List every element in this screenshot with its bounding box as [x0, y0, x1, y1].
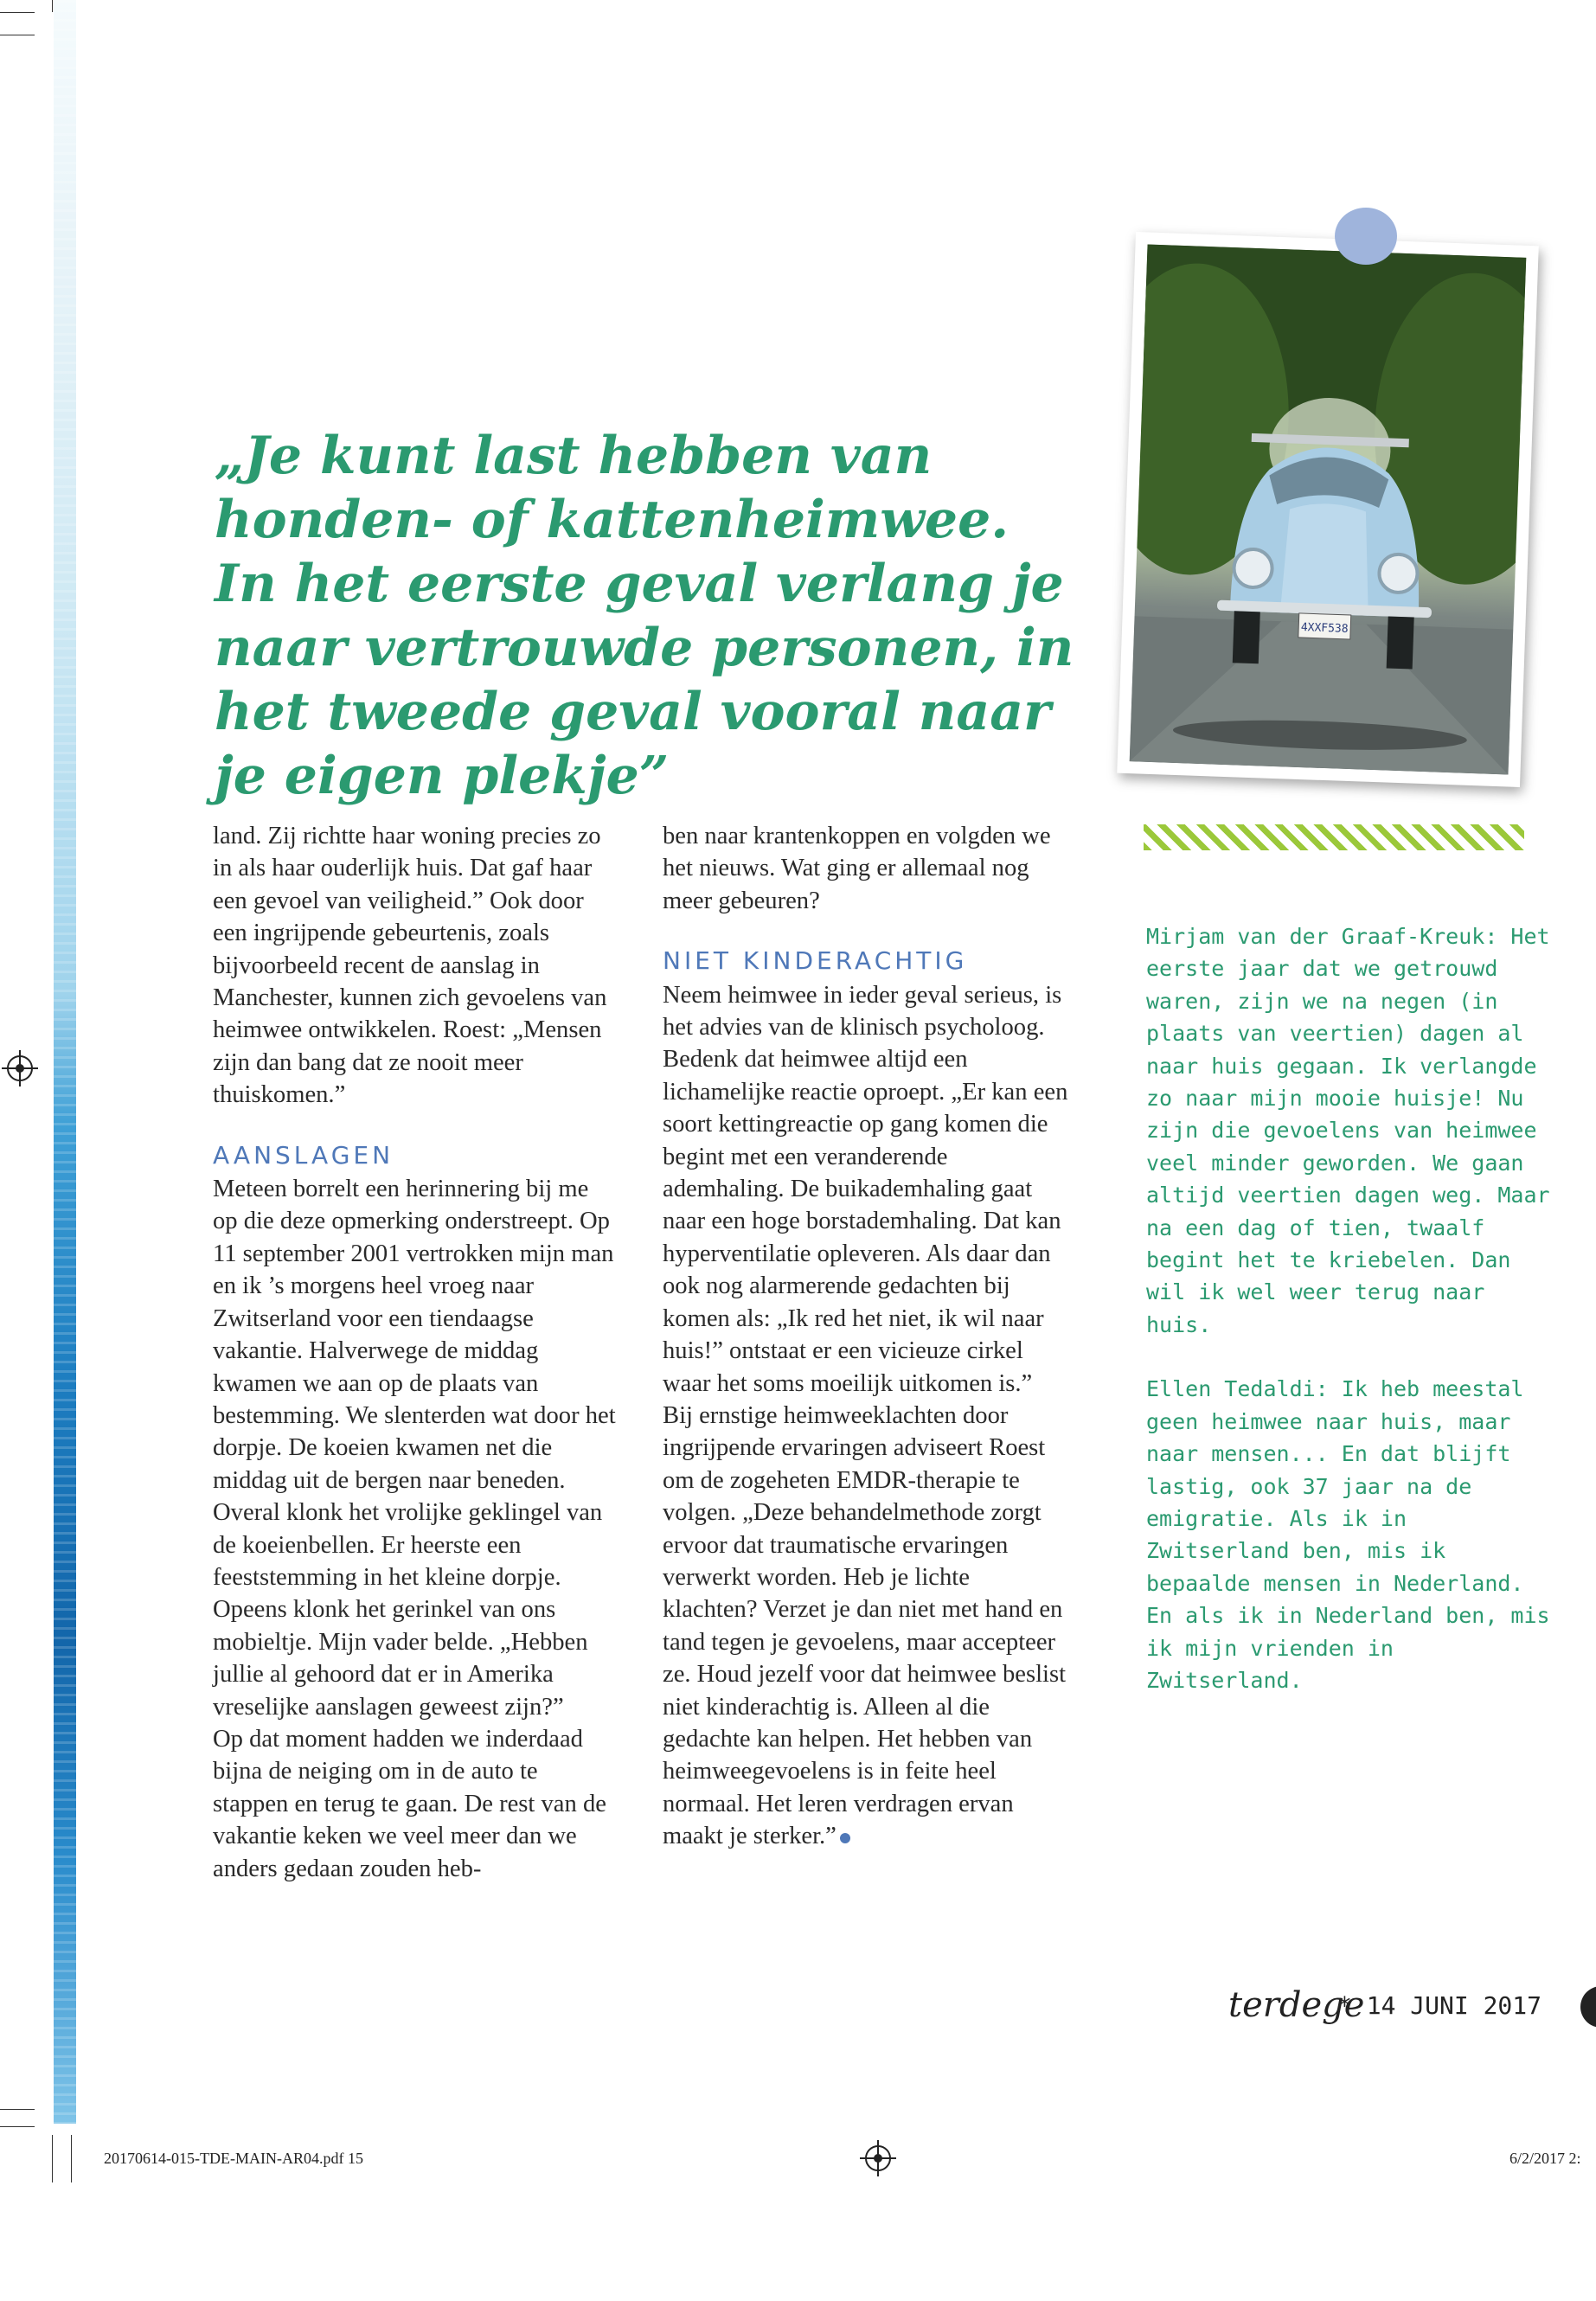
ocean-image-strip: [54, 0, 76, 2124]
pull-quote: „Je kunt last hebben van honden- of kattenheimwee. In het eerste geval verlang je naar vertrouwde personen, in het tweede geval vooral naar je eigen plekje”: [215, 426, 1074, 806]
registration-mark-icon: [7, 1055, 33, 1081]
body-paragraph: Meteen borrelt een herinnering bij me op die deze opmerking onderstreept. Op 11 september 2001 vertrokken mijn man en ik ’s morgens heel vroeg naar Zwitserland voor een tiendaagse vakantie. Halverwege de middag kwamen we aan op de plaats van bestemming. We slenterden wat door het dorpje. De koeien kwamen net die middag uit de bergen naar beneden. Overal klonk het vrolijke geklingel van de koeienbellen. Er heerste een feeststemming in het kleine dorpje. Opeens klonk het gerinkel van ons mobieltje. Mijn vader belde. „Hebben jullie al gehoord dat er in Amerika vreselijke aanslagen geweest zijn?”: [213, 1176, 616, 1721]
article-column-2: [663, 820, 1069, 1853]
reader-quote-ellen: Ellen Tedaldi: Ik heb meestal geen heimwee naar huis, maar naar mensen... En dat blijft lastig, ook 37 jaar na de emigratie. Als ik in Zwitserland ben, mis ik bepaalde mensen in Nederland. En als ik in Nederland ben, mis ik mijn vrienden in Zwitserland.: [1146, 1376, 1550, 1693]
magazine-logo: terdege: [1228, 1985, 1365, 2025]
crop-mark: [71, 2135, 72, 2182]
crop-mark: [0, 2109, 35, 2110]
page-number-tab: [1580, 1986, 1596, 2028]
crop-mark: [52, 2135, 53, 2182]
article-column-1: [213, 820, 619, 1885]
print-slug-date: 6/2/2017 2:: [1509, 2150, 1581, 2167]
section-heading-niet-kinderachtig: NIET KINDERACHTIG: [663, 946, 968, 976]
push-pin-icon: [1335, 208, 1397, 265]
photo-frame: [1117, 232, 1539, 787]
reader-quotes-sidebar: [1146, 920, 1553, 1728]
reader-quote-mirjam: Mirjam van der Graaf-Kreuk: Het eerste jaar dat we getrouwd waren, zijn we na negen (in plaats van veertien) dagen al naar huis gegaan. Ik verlangde zo naar mijn mooie huisje! Nu zijn die gevoelens van heimwee veel minder geworden. We gaan altijd veertien dagen weg. Maar na een dag of tien, twaalf begint het te kriebelen. Dan wil ik wel weer terug naar huis.: [1146, 924, 1550, 1337]
car-photo: [1130, 245, 1527, 775]
registration-mark-icon: [865, 2145, 891, 2171]
crop-mark: [52, 0, 53, 12]
end-bullet-icon: [840, 1833, 850, 1843]
decorative-tape: [1144, 824, 1524, 850]
body-paragraph-last: [663, 1400, 1069, 1853]
body-paragraph: Neem heimwee in ieder geval serieus, is het advies van de klinisch psycholoog. Bedenk dat heimwee altijd een lichamelijke reactie oproept. „Er kan een soort kettingreactie op gang komen die begint met een veranderende ademhaling. De buikademhaling gaat naar een hoge borstademhaling. Dat kan hyperventilatie opleveren. Als daar dan ook nog alarmerende gedachten bij komen als: „Ik red het niet, ik wil naar huis!” ontstaat er een vicieuze cirkel waar het soms moeilijk uitkomen is.”: [663, 981, 1068, 1397]
body-paragraph: land. Zij richtte haar woning precies zo in als haar ouderlijk huis. Dat gaf haar een gevoel van veiligheid.” Ook door een ingrijpende gebeurtenis, zoals bijvoorbeeld recent de aanslag in Manchester, kunnen zich gevoelens van heimwee ontwikkelen. Roest: „Mensen zijn dan bang dat ze nooit meer thuiskomen.”: [213, 823, 607, 1109]
body-text: Bij ernstige heimweeklachten door ingrijpende ervaringen adviseert Roest om de zogeheten EMDR-therapie te volgen. „Deze behandelmethode zorgt ervoor dat traumatische ervaringen verwerkt worden. Heb je lichte klachten? Verzet je dan niet met hand en tand tegen je gevoelens, maar accepteer ze. Houd jezelf voor dat heimwee beslist niet kinderachtig is. Alleen al die gedachte kan helpen. Het hebben van heimweegevoelens is in feite heel normaal. Het leren verdragen ervan maakt je sterker.”: [663, 1401, 1067, 1850]
body-paragraph: Op dat moment hadden we inderdaad bijna de neiging om in de auto te stappen en terug te gaan. De rest van de vakantie keken we veel meer dan we anders gedaan zouden heb-: [213, 1725, 606, 1882]
section-heading-aanslagen: AANSLAGEN: [213, 1140, 394, 1170]
svg-text:4XXF538: 4XXF538: [1300, 620, 1349, 636]
issue-date: * 14 JUNI 2017: [1337, 1991, 1542, 2020]
body-paragraph: ben naar krantenkoppen en volgden we het nieuws. Wat ging er allemaal nog meer gebeuren?: [663, 823, 1051, 914]
crop-mark: [0, 2126, 35, 2127]
crop-mark: [0, 12, 35, 13]
print-slug: 20170614-015-TDE-MAIN-AR04.pdf 15: [104, 2150, 363, 2167]
